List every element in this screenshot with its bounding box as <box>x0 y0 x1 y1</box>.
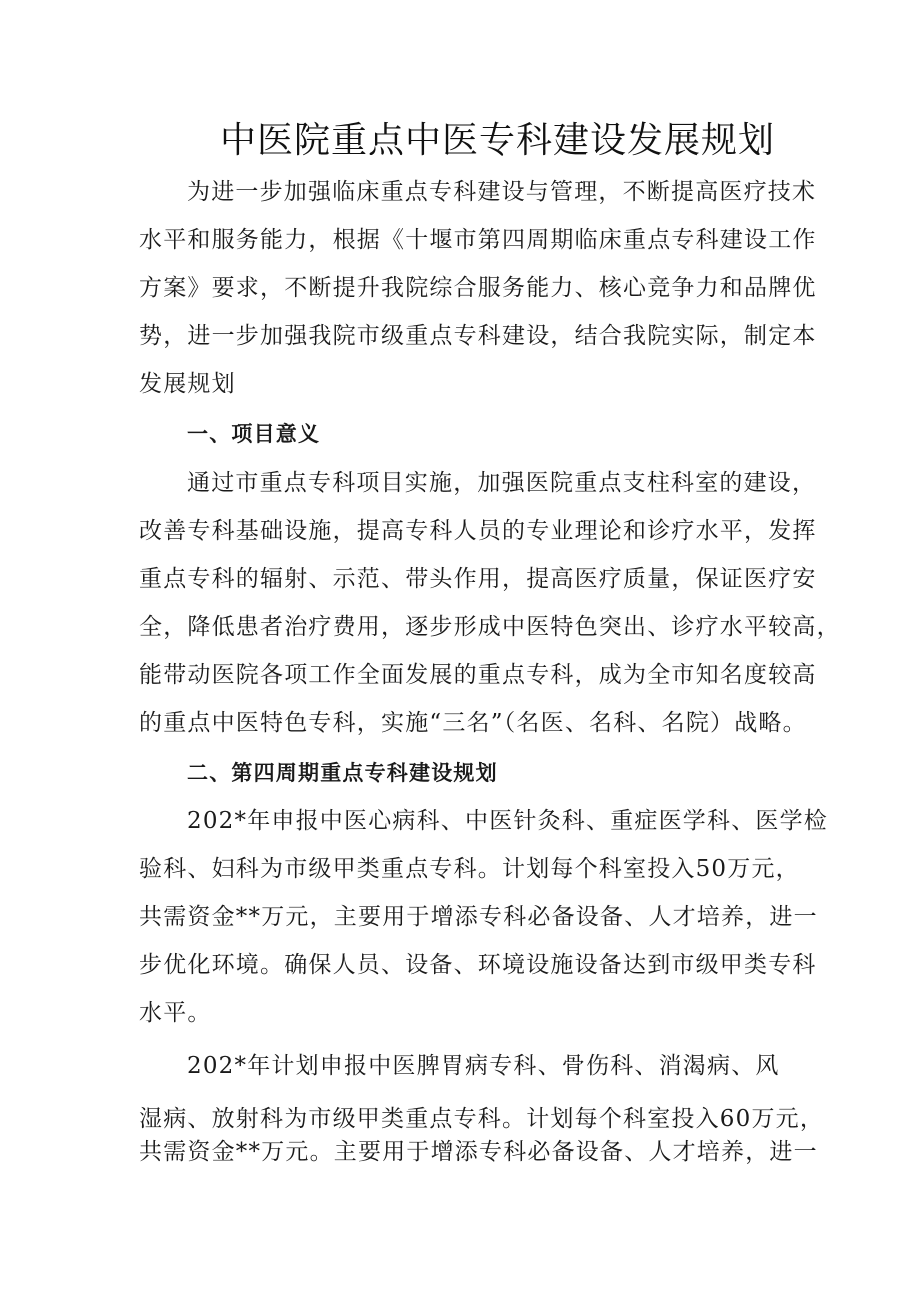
section-2-para-1-line-2: 验科、妇科为市级甲类重点专科。计划每个科室投入50万元， <box>139 856 800 882</box>
intro-line-5: 发展规划 <box>139 371 236 397</box>
document-title: 中医院重点中医专科建设发展规划 <box>220 120 776 161</box>
intro-line-3: 方案》要求，不断提升我院综合服务能力、核心竞争力和品牌优 <box>139 275 817 301</box>
section-2-para-1-line-1: 202*年申报中医心病科、中医针灸科、重症医学科、医学检 <box>187 808 828 834</box>
intro-line-4: 势，进一步加强我院市级重点专科建设，结合我院实际，制定本 <box>139 323 817 349</box>
section-1-line-3: 重点专科的辐射、示范、带头作用，提高医疗质量，保证医疗安 <box>139 566 817 592</box>
section-2-para-2-line-1: 202*年计划申报中医脾胃病专科、骨伤科、消渴病、风 <box>187 1053 780 1079</box>
section-2-para-2-line-3: 共需资金**万元。主要用于增添专科必备设备、人才培养，进一 <box>139 1139 818 1165</box>
section-1-line-4: 全，降低患者治疗费用，逐步形成中医特色突出、诊疗水平较高， <box>139 614 841 640</box>
section-1-line-2: 改善专科基础设施，提高专科人员的专业理论和诊疗水平，发挥 <box>139 518 817 544</box>
section-2-para-1-line-4: 步优化环境。确保人员、设备、环境设施设备达到市级甲类专科 <box>139 952 817 978</box>
section-2-para-2-line-2: 湿病、放射科为市级甲类重点专科。计划每个科室投入60万元， <box>139 1106 825 1132</box>
section-2-para-1-line-3: 共需资金**万元，主要用于增添专科必备设备、人才培养，进一 <box>139 904 818 930</box>
intro-line-2: 水平和服务能力，根据《十堰市第四周期临床重点专科建设工作 <box>139 227 817 253</box>
section-2-para-1-line-5: 水平。 <box>139 1000 212 1026</box>
section-1-line-1: 通过市重点专科项目实施，加强医院重点支柱科室的建设， <box>187 470 817 496</box>
section-2-heading: 二、第四周期重点专科建设规划 <box>187 761 498 785</box>
section-1-line-5: 能带动医院各项工作全面发展的重点专科，成为全市知名度较高 <box>139 662 817 688</box>
section-1-line-6: 的重点中医特色专科，实施“三名”（名医、名科、名院）战略。 <box>139 710 807 736</box>
intro-line-1: 为进一步加强临床重点专科建设与管理，不断提高医疗技术 <box>187 179 817 205</box>
section-1-heading: 一、项目意义 <box>187 422 321 446</box>
